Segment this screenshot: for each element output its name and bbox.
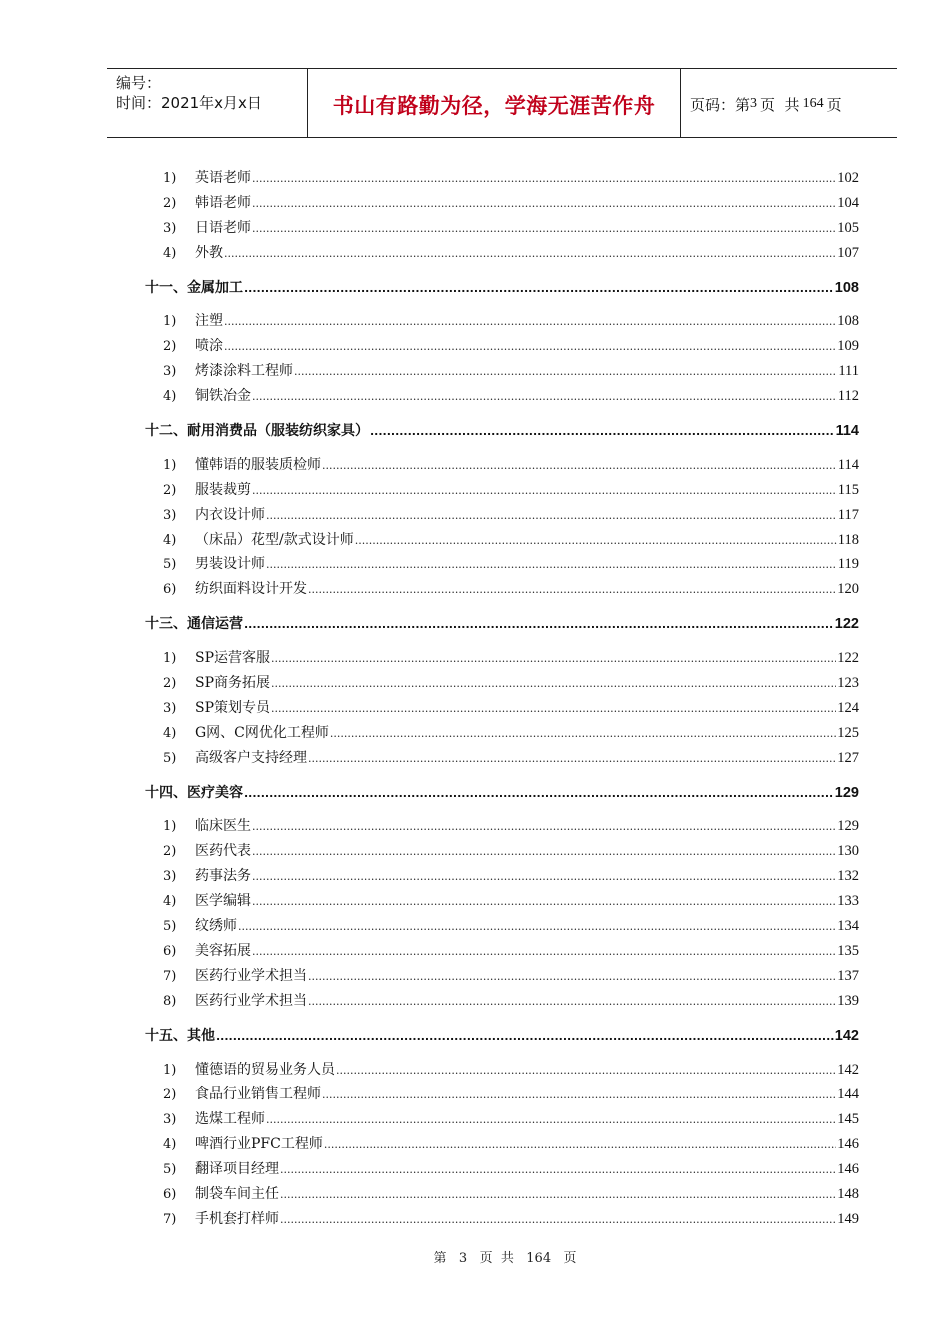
toc-leader-dots <box>308 752 836 765</box>
toc-leader-dots <box>224 247 836 260</box>
header-meta <box>107 69 307 137</box>
toc-entry-index: 2) <box>163 195 177 211</box>
toc-leader-dots <box>324 1138 836 1151</box>
toc-entry-title: 懂韩语的服装质检师 <box>195 456 321 473</box>
toc-entry-title: 内衣设计师 <box>195 506 265 523</box>
toc-leader-dots <box>271 677 836 690</box>
toc-leader-dots <box>266 1113 836 1126</box>
toc-entry[interactable] <box>145 890 859 915</box>
toc-leader-dots <box>370 425 835 438</box>
toc-entry-index: 5) <box>163 750 177 766</box>
page-current: 3 <box>750 96 758 111</box>
toc-entry-page: 119 <box>837 556 859 573</box>
toc-entry-title: 药事法务 <box>195 868 251 885</box>
toc-entry-page: 105 <box>837 219 859 236</box>
toc-entry-title: 啤酒行业PFC工程师 <box>195 1136 323 1153</box>
toc-leader-dots <box>280 1163 836 1176</box>
toc-entry[interactable] <box>145 1083 859 1108</box>
toc-entry[interactable] <box>145 647 859 672</box>
toc-section-title: 十一、金属加工 <box>145 279 243 296</box>
toc-entry-index: 3) <box>163 700 177 716</box>
toc-leader-dots <box>252 845 836 858</box>
toc-entry[interactable] <box>145 1108 859 1133</box>
page-mid: 页 共 <box>760 95 800 114</box>
toc-entry-page: 149 <box>837 1210 859 1227</box>
toc-leader-dots <box>271 652 836 665</box>
toc-entry-title: 高级客户支持经理 <box>195 749 307 766</box>
toc-entry-index: 3) <box>163 364 177 380</box>
toc-entry-title: 铜铁冶金 <box>195 388 251 405</box>
page-prefix: 页码：第 <box>690 95 751 114</box>
toc-entry[interactable] <box>145 1133 859 1158</box>
toc-entry-index: 3) <box>163 507 177 523</box>
toc-entry-page: 107 <box>837 244 859 261</box>
toc-section-title: 十五、其他 <box>145 1027 215 1044</box>
toc-entry-page: 111 <box>838 363 859 380</box>
toc-entry-page: 108 <box>837 313 859 330</box>
toc-entry-index: 6) <box>163 943 177 959</box>
toc-entry-title: 食品行业销售工程师 <box>195 1086 321 1103</box>
toc-leader-dots <box>330 727 836 740</box>
toc-entry-title: 烤漆涂料工程师 <box>195 363 293 380</box>
toc-entry-index: 6) <box>163 1186 177 1202</box>
toc-entry-title: 纹绣师 <box>195 918 237 935</box>
toc-entry-index: 8) <box>163 993 177 1009</box>
toc-entry-page: 139 <box>837 992 859 1009</box>
toc-entry-page: 145 <box>837 1111 859 1128</box>
toc-entry-index: 2) <box>163 482 177 498</box>
toc-entry[interactable] <box>145 385 859 410</box>
toc-leader-dots <box>308 995 836 1008</box>
toc-entry-index: 3) <box>163 1112 177 1128</box>
toc-entry-index: 4) <box>163 894 177 910</box>
toc-entry-page: 125 <box>837 724 859 741</box>
toc-entry-page: 142 <box>837 1061 859 1078</box>
toc-section-title: 十三、通信运营 <box>145 616 243 633</box>
toc-entry-index: 4) <box>163 725 177 741</box>
header-motto: 书山有路勤为径，学海无涯苦作舟 <box>307 69 681 137</box>
toc-entry-page: 118 <box>837 531 859 548</box>
toc-entry[interactable] <box>145 553 859 578</box>
toc-leader-dots <box>224 340 836 353</box>
toc-leader-dots <box>244 282 834 295</box>
toc-entry-title: （床品）花型/款式设计师 <box>195 531 354 548</box>
toc-entry-index: 1) <box>163 651 177 667</box>
header-page-info <box>681 69 897 137</box>
toc-entry[interactable] <box>145 747 859 772</box>
toc-entry-index: 4) <box>163 245 177 261</box>
toc-entry-title: 制袋车间主任 <box>195 1185 279 1202</box>
toc-entry-page: 146 <box>837 1136 859 1153</box>
toc-leader-dots <box>244 618 834 631</box>
toc-leader-dots <box>266 509 837 522</box>
toc-entry[interactable] <box>145 1183 859 1208</box>
toc-entry[interactable] <box>145 578 859 603</box>
toc-section-heading[interactable] <box>145 1025 859 1050</box>
toc-entry-index: 5) <box>163 557 177 573</box>
toc-entry-index: 4) <box>163 389 177 405</box>
toc-leader-dots <box>252 390 837 403</box>
footer-suffix: 页 <box>563 1251 577 1266</box>
toc-entry-page: 120 <box>837 581 859 598</box>
toc-entry[interactable] <box>145 335 859 360</box>
footer-total: 164 <box>526 1251 552 1266</box>
page-header <box>107 68 897 138</box>
toc-section-page: 122 <box>834 616 859 633</box>
toc-leader-dots <box>238 920 836 933</box>
toc-entry-index: 7) <box>163 968 177 984</box>
toc-section-page: 142 <box>834 1027 859 1044</box>
toc-entry[interactable] <box>145 697 859 722</box>
toc-entry[interactable] <box>145 865 859 890</box>
toc-entry-title: 英语老师 <box>195 170 251 186</box>
toc-entry[interactable] <box>145 990 859 1015</box>
toc-section-heading[interactable] <box>145 277 859 302</box>
toc-entry-index: 3) <box>163 220 177 236</box>
footer-mid: 页 共 <box>479 1251 514 1266</box>
toc-entry-title: 外教 <box>195 244 223 261</box>
toc-entry-page: 117 <box>837 506 859 523</box>
toc-entry-index: 5) <box>163 919 177 935</box>
toc-entry-page: 123 <box>837 675 859 692</box>
toc-entry-index: 4) <box>163 532 177 548</box>
toc-entry[interactable] <box>145 360 859 385</box>
toc-leader-dots <box>308 583 836 596</box>
toc-entry[interactable] <box>145 217 859 242</box>
toc-entry-page: 127 <box>837 749 859 766</box>
footer-prefix: 第 <box>433 1251 447 1266</box>
toc-entry-page: 132 <box>837 868 859 885</box>
toc-entry[interactable] <box>145 1158 859 1183</box>
toc-entry[interactable] <box>145 192 859 217</box>
toc-entry[interactable] <box>145 672 859 697</box>
toc-leader-dots <box>252 222 836 235</box>
toc-leader-dots <box>252 945 836 958</box>
toc-leader-dots <box>294 365 837 378</box>
toc-leader-dots <box>308 970 836 983</box>
toc-entry-title: SP策划专员 <box>195 699 271 716</box>
toc-entry-title: 服装裁剪 <box>195 481 251 498</box>
toc-leader-dots <box>252 870 836 883</box>
page-suffix: 页 <box>826 95 842 114</box>
toc-entry-index: 1) <box>163 1062 177 1078</box>
toc-entry-page: 115 <box>837 481 859 498</box>
toc-entry[interactable] <box>145 1059 859 1084</box>
toc-entry-page: 134 <box>837 918 859 935</box>
toc-leader-dots <box>336 1064 836 1077</box>
toc-entry-title: 医学编辑 <box>195 893 251 910</box>
toc-entry-page: 104 <box>837 194 859 211</box>
serial-label: 编号： <box>116 74 162 92</box>
toc-section-title: 十二、耐用消费品（服装纺织家具） <box>145 423 369 440</box>
time-label: 时间：2021年x月x日 <box>116 94 262 112</box>
toc-entry-page: 130 <box>837 843 859 860</box>
toc-entry-title: 韩语老师 <box>195 194 251 211</box>
toc-leader-dots <box>252 172 836 185</box>
toc-entry-page: 112 <box>837 388 859 405</box>
toc-leader-dots <box>252 197 836 210</box>
toc-entry[interactable] <box>145 940 859 965</box>
toc-entry-title: 临床医生 <box>195 818 251 835</box>
toc-leader-dots <box>280 1213 836 1226</box>
toc-section-page: 108 <box>834 279 859 296</box>
toc-entry-index: 1) <box>163 819 177 835</box>
toc-entry[interactable] <box>145 722 859 747</box>
toc-entry-index: 2) <box>163 676 177 692</box>
toc-entry-title: 翻译项目经理 <box>195 1161 279 1178</box>
toc-entry-index: 7) <box>163 1211 177 1227</box>
toc-entry-page: 146 <box>837 1161 859 1178</box>
toc-section-heading[interactable] <box>145 420 859 445</box>
toc-entry-page: 102 <box>837 170 859 186</box>
toc-entry-page: 124 <box>837 699 859 716</box>
toc-entry-page: 137 <box>837 967 859 984</box>
toc-leader-dots <box>216 1030 834 1043</box>
footer-current: 3 <box>458 1251 468 1266</box>
toc-entry[interactable] <box>145 915 859 940</box>
toc-leader-dots <box>252 895 836 908</box>
toc-entry[interactable] <box>145 479 859 504</box>
table-of-contents <box>145 167 859 1233</box>
toc-entry-index: 1) <box>163 457 177 473</box>
toc-entry-title: 注塑 <box>195 313 223 330</box>
toc-leader-dots <box>271 702 836 715</box>
toc-entry-page: 148 <box>837 1185 859 1202</box>
toc-entry-title: SP运营客服 <box>195 650 271 667</box>
toc-leader-dots <box>244 787 834 800</box>
toc-entry-page: 135 <box>837 942 859 959</box>
toc-entry-page: 129 <box>837 818 859 835</box>
toc-entry-page: 114 <box>837 456 859 473</box>
toc-leader-dots <box>322 1088 836 1101</box>
toc-entry-page: 109 <box>837 338 859 355</box>
toc-entry-index: 2) <box>163 1087 177 1103</box>
toc-entry-title: 日语老师 <box>195 219 251 236</box>
toc-entry-title: 男装设计师 <box>195 556 265 573</box>
toc-entry-index: 1) <box>163 314 177 330</box>
toc-entry[interactable] <box>145 840 859 865</box>
toc-entry-title: 纺织面料设计开发 <box>195 581 307 598</box>
toc-section-title: 十四、医疗美容 <box>145 784 243 801</box>
toc-entry-title: SP商务拓展 <box>195 675 271 692</box>
toc-entry[interactable] <box>145 504 859 529</box>
toc-entry-page: 144 <box>837 1086 859 1103</box>
toc-entry-title: 懂德语的贸易业务人员 <box>195 1061 335 1078</box>
toc-leader-dots <box>355 534 837 547</box>
toc-entry[interactable] <box>145 529 859 554</box>
toc-entry[interactable] <box>145 242 859 267</box>
toc-entry-page: 133 <box>837 893 859 910</box>
toc-entry-page: 122 <box>837 650 859 667</box>
page-footer <box>0 1247 950 1266</box>
toc-entry-title: 美容拓展 <box>195 942 251 959</box>
toc-entry-index: 1) <box>163 171 177 186</box>
toc-leader-dots <box>252 484 837 497</box>
toc-entry-index: 3) <box>163 869 177 885</box>
toc-section-page: 129 <box>834 784 859 801</box>
toc-entry-title: 手机套打样师 <box>195 1210 279 1227</box>
toc-entry[interactable] <box>145 454 859 479</box>
toc-entry-title: 医药行业学术担当 <box>195 992 307 1009</box>
toc-entry-index: 5) <box>163 1162 177 1178</box>
toc-entry-title: 选煤工程师 <box>195 1111 265 1128</box>
toc-entry[interactable] <box>145 815 859 840</box>
toc-entry-title: 医药行业学术担当 <box>195 967 307 984</box>
toc-entry[interactable] <box>145 167 859 192</box>
toc-entry-title: G网、C网优化工程师 <box>195 724 329 741</box>
toc-entry[interactable] <box>145 965 859 990</box>
toc-section-page: 114 <box>835 423 859 440</box>
toc-leader-dots <box>224 315 836 328</box>
toc-leader-dots <box>266 558 837 571</box>
toc-leader-dots <box>322 459 837 472</box>
toc-leader-dots <box>252 820 836 833</box>
toc-section-heading[interactable] <box>145 782 859 807</box>
toc-entry[interactable] <box>145 310 859 335</box>
toc-entry-title: 喷涂 <box>195 338 223 355</box>
page-total: 164 <box>802 96 824 111</box>
toc-entry-index: 6) <box>163 582 177 598</box>
toc-section-heading[interactable] <box>145 613 859 638</box>
toc-leader-dots <box>280 1188 836 1201</box>
toc-entry-index: 4) <box>163 1137 177 1153</box>
toc-entry-index: 2) <box>163 339 177 355</box>
toc-entry-title: 医药代表 <box>195 843 251 860</box>
toc-entry[interactable] <box>145 1208 859 1233</box>
toc-entry-index: 2) <box>163 844 177 860</box>
